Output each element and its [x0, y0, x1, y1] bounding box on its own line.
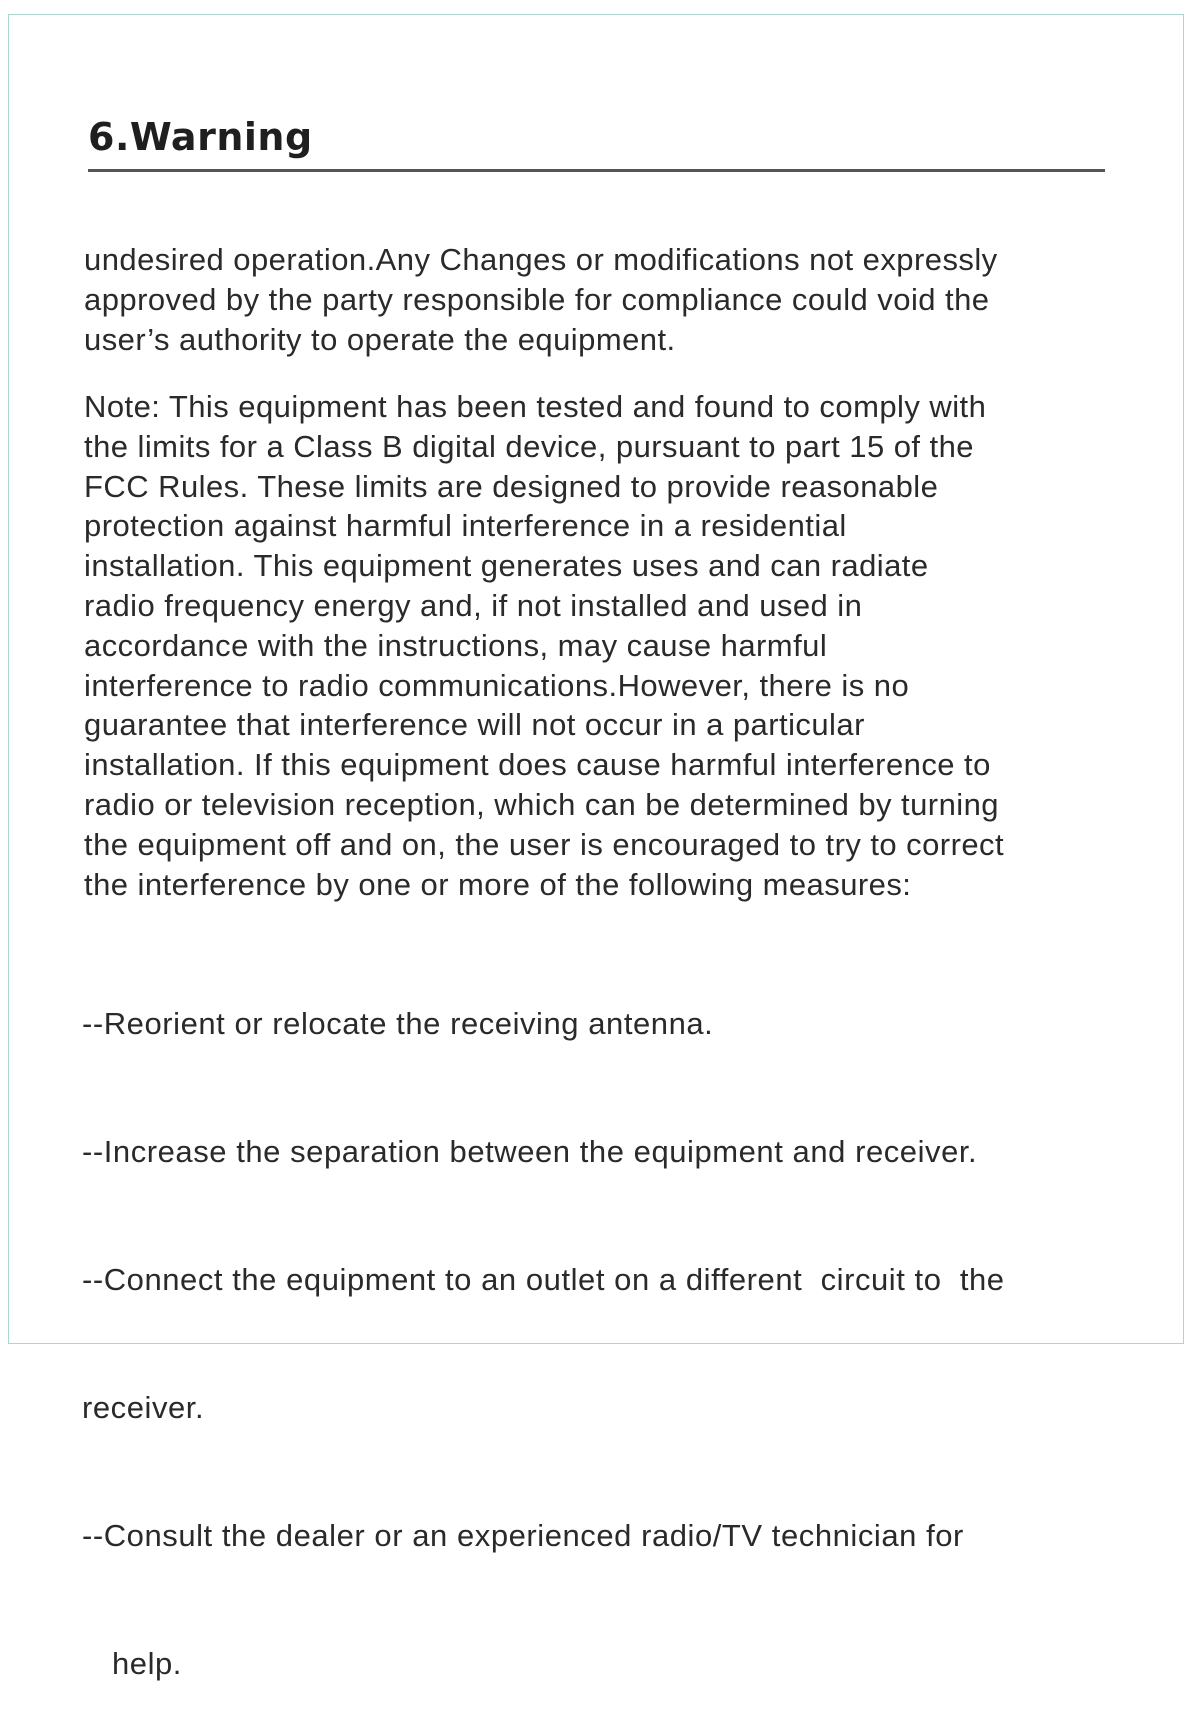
paragraph-line: the limits for a Class B digital device, pursuant to part 15 of the: [84, 428, 974, 464]
paragraph-line: guarantee that interference will not occur in a particular: [84, 707, 865, 743]
paragraph-line: protection against harmful interference in a residential: [84, 508, 847, 544]
paragraph-line: Note: This equipment has been tested and found to comply with: [84, 389, 987, 424]
paragraph-line: installation. This equipment generates uses and can radiate: [84, 548, 929, 584]
paragraph-line: the interference by one or more of the following measures:: [84, 866, 912, 902]
measure-item: --Increase the separation between the equipment and receiver.: [82, 1134, 978, 1169]
paragraph-line: radio frequency energy and, if not installed and used in: [84, 587, 863, 623]
paragraph-line: radio or television reception, which can be determined by turning: [84, 786, 999, 822]
measure-item: receiver.: [82, 1390, 205, 1425]
title-divider: [88, 169, 1105, 172]
measure-item: help.: [112, 1646, 182, 1681]
measure-item: --Reorient or relocate the receiving antenna.: [82, 1006, 714, 1041]
paragraph-fcc-note: [84, 387, 1004, 904]
section-title: 6.Warning: [88, 115, 313, 159]
paragraph-modifications-warning: [84, 240, 998, 359]
paragraph-line: installation. If this equipment does cause harmful interference to: [84, 747, 991, 783]
paragraph-line: approved by the party responsible for compliance could void the: [84, 281, 990, 317]
paragraph-line: accordance with the instructions, may cause harmful: [84, 627, 828, 663]
measure-item: --Connect the equipment to an outlet on a different circuit to the: [82, 1262, 1005, 1297]
paragraph-line: the equipment off and on, the user is encouraged to try to correct: [84, 826, 1005, 862]
paragraph-line: undesired operation.Any Changes or modifications not expressly: [84, 242, 998, 277]
measures-list: [82, 926, 1005, 1730]
paragraph-line: FCC Rules. These limits are designed to provide reasonable: [84, 468, 939, 504]
measure-item: --Consult the dealer or an experienced radio/TV technician for: [82, 1518, 964, 1553]
paragraph-line: user’s authority to operate the equipment.: [84, 321, 676, 357]
paragraph-line: interference to radio communications.However, there is no: [84, 667, 910, 703]
